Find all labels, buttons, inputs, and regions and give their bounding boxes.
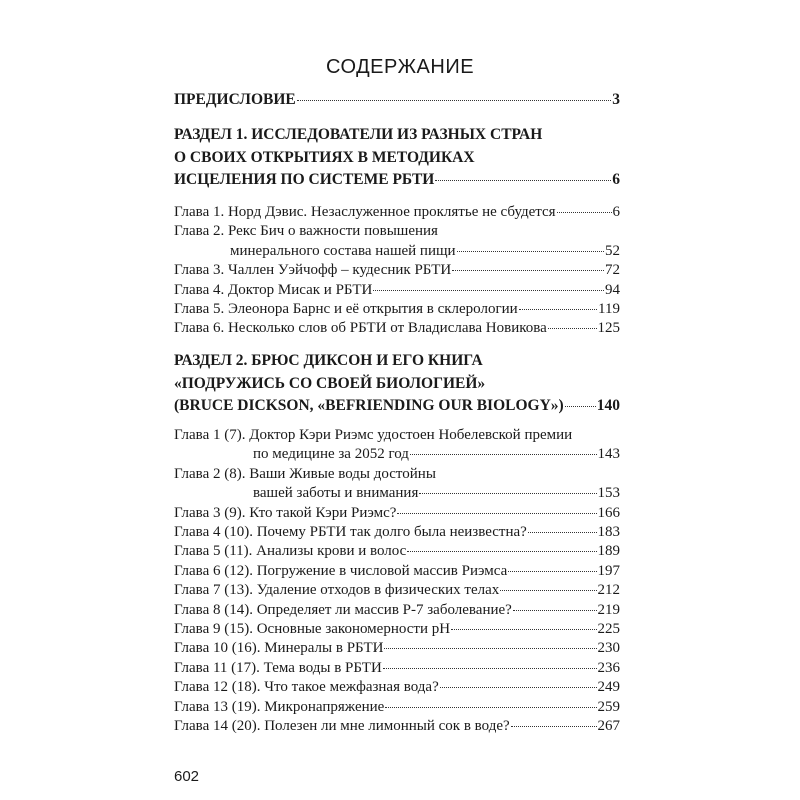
chapter-title: Глава 4 (10). Почему РБТИ так долго была неизвестна? (174, 524, 527, 541)
dot-leader (373, 290, 604, 291)
chapter-page: 94 (605, 281, 620, 298)
chapter-title: Глава 12 (18). Что такое межфазная вода? (174, 679, 439, 696)
dot-leader (451, 629, 596, 630)
entry-page: 6 (612, 171, 620, 188)
entry-page: 140 (596, 397, 620, 414)
dot-leader (397, 513, 596, 514)
dot-leader (383, 668, 597, 669)
toc-chapter-entry[interactable] (174, 620, 620, 639)
dot-leader (548, 328, 597, 329)
section-heading-line: О СВОИХ ОТКРЫТИЯХ В МЕТОДИКАХ (174, 148, 475, 166)
dot-leader (385, 707, 596, 708)
chapter-title: Глава 13 (19). Микронапряжение (174, 698, 385, 715)
toc-chapter-entry[interactable] (174, 504, 620, 523)
toc-chapter-entry[interactable] (174, 281, 620, 300)
chapter-page: 72 (605, 262, 620, 279)
chapter-page: 197 (597, 562, 620, 579)
chapter-title: Глава 1 (7). Доктор Кэри Риэмс удостоен Нобелевской премии (174, 427, 573, 443)
chapter-page: 225 (597, 621, 620, 638)
toc-chapter-entry[interactable] (174, 678, 620, 697)
chapter-title: Глава 10 (16). Минералы в РБТИ (174, 640, 384, 657)
dot-leader (508, 571, 596, 572)
toc-chapter-entry[interactable] (174, 465, 620, 504)
toc-chapter-entry[interactable] (174, 601, 620, 620)
chapter-title: по медицине за 2052 год (253, 446, 409, 463)
chapter-title: Глава 11 (17). Тема воды в РБТИ (174, 659, 382, 676)
toc-chapter-entry[interactable] (174, 659, 620, 678)
entry-label: ПРЕДИСЛОВИЕ (174, 91, 296, 108)
chapter-title: Глава 2 (8). Ваши Живые воды достойны (174, 465, 436, 482)
toc-chapter-entry[interactable] (174, 698, 620, 717)
chapter-page: 230 (597, 640, 620, 657)
toc-chapter-entry[interactable] (174, 222, 620, 261)
toc-chapter-entry[interactable] (174, 639, 620, 658)
toc-chapter-entry[interactable] (174, 319, 620, 338)
section-2-chapter-list (174, 426, 620, 737)
chapter-page: 183 (597, 524, 620, 541)
toc-chapter-entry[interactable] (174, 542, 620, 561)
toc-chapter-entry[interactable] (174, 717, 620, 736)
dot-leader (557, 212, 612, 213)
chapter-title: минерального состава нашей пищи (230, 242, 456, 259)
dot-leader (452, 270, 604, 271)
dot-leader (410, 454, 597, 455)
chapter-title: Глава 6. Несколько слов об РБТИ от Владислава Новикова (174, 320, 547, 337)
dot-leader (511, 726, 597, 727)
chapter-title: Глава 2. Рекс Бич о важности повышения (174, 223, 438, 240)
chapter-title: Глава 3 (9). Кто такой Кэри Риэмс? (174, 504, 397, 521)
section-heading-line: (BRUCE DICKSON, «BEFRIENDING OUR BIOLOGY») (174, 397, 564, 414)
chapter-page: 125 (597, 320, 620, 337)
dot-leader (500, 590, 596, 591)
entry-page: 3 (612, 91, 620, 108)
dot-leader (407, 551, 596, 552)
chapter-page: 153 (597, 485, 620, 502)
chapter-title: Глава 1. Норд Дэвис. Незаслуженное проклятье не сбудется (174, 204, 556, 220)
page-title: СОДЕРЖАНИЕ (325, 56, 475, 78)
dot-leader (528, 532, 597, 533)
toc-entry-preface[interactable] (174, 89, 620, 112)
dot-leader (384, 648, 596, 649)
chapter-page: 119 (598, 301, 620, 318)
toc-chapter-entry[interactable] (174, 523, 620, 542)
page-number: 602 (174, 768, 200, 785)
chapter-page: 236 (597, 659, 620, 676)
toc-chapter-entry[interactable] (174, 562, 620, 581)
toc-chapter-entry[interactable] (174, 300, 620, 319)
dot-leader (519, 309, 597, 310)
toc-chapter-entry[interactable] (174, 261, 620, 280)
toc-section-2-heading[interactable] (174, 350, 620, 418)
chapter-page: 219 (597, 601, 620, 618)
chapter-page: 143 (597, 446, 620, 463)
toc-preface (174, 89, 620, 112)
dot-leader (435, 180, 611, 181)
chapter-title: Глава 5. Элеонора Барнс и её открытия в склерологии (174, 301, 518, 318)
chapter-page: 189 (597, 543, 620, 560)
chapter-title: Глава 9 (15). Основные закономерности pH (174, 621, 451, 638)
section-1-chapter-list (174, 203, 620, 339)
dot-leader (297, 100, 612, 101)
toc-chapter-entry[interactable] (174, 426, 620, 465)
chapter-page: 267 (597, 718, 620, 735)
dot-leader (419, 493, 596, 494)
section-heading-line: ИСЦЕЛЕНИЯ ПО СИСТЕМЕ РБТИ (174, 171, 435, 188)
chapter-page: 259 (597, 698, 620, 715)
chapter-title: Глава 7 (13). Удаление отходов в физических телах (174, 582, 500, 599)
chapter-page: 249 (597, 679, 620, 696)
toc-chapter-entry[interactable] (174, 581, 620, 600)
toc-section-1-heading[interactable] (174, 124, 620, 192)
chapter-page: 52 (605, 242, 620, 259)
chapter-title: Глава 6 (12). Погружение в числовой массив Риэмса (174, 562, 508, 579)
section-heading-line: «ПОДРУЖИСЬ СО СВОЕЙ БИОЛОГИЕЙ» (174, 374, 486, 392)
chapter-title: вашей заботы и внимания (253, 485, 419, 502)
toc-chapter-entry[interactable] (174, 203, 620, 222)
dot-leader (440, 687, 597, 688)
chapter-page: 6 (612, 204, 620, 220)
chapter-page: 166 (597, 504, 620, 521)
section-heading-line: РАЗДЕЛ 1. ИССЛЕДОВАТЕЛИ ИЗ РАЗНЫХ СТРАН (174, 126, 543, 143)
section-heading-line: РАЗДЕЛ 2. БРЮС ДИКСОН И ЕГО КНИГА (174, 352, 483, 369)
dot-leader (565, 406, 596, 407)
chapter-page: 212 (597, 582, 620, 599)
chapter-title: Глава 3. Чаллен Уэйчофф – кудесник РБТИ (174, 262, 452, 279)
chapter-title: Глава 14 (20). Полезен ли мне лимонный сок в воде? (174, 718, 510, 735)
dot-leader (513, 610, 597, 611)
dot-leader (457, 251, 604, 252)
chapter-title: Глава 8 (14). Определяет ли массив Р-7 заболевание? (174, 601, 512, 618)
chapter-title: Глава 4. Доктор Мисак и РБТИ (174, 281, 373, 298)
chapter-title: Глава 5 (11). Анализы крови и волос (174, 543, 407, 560)
